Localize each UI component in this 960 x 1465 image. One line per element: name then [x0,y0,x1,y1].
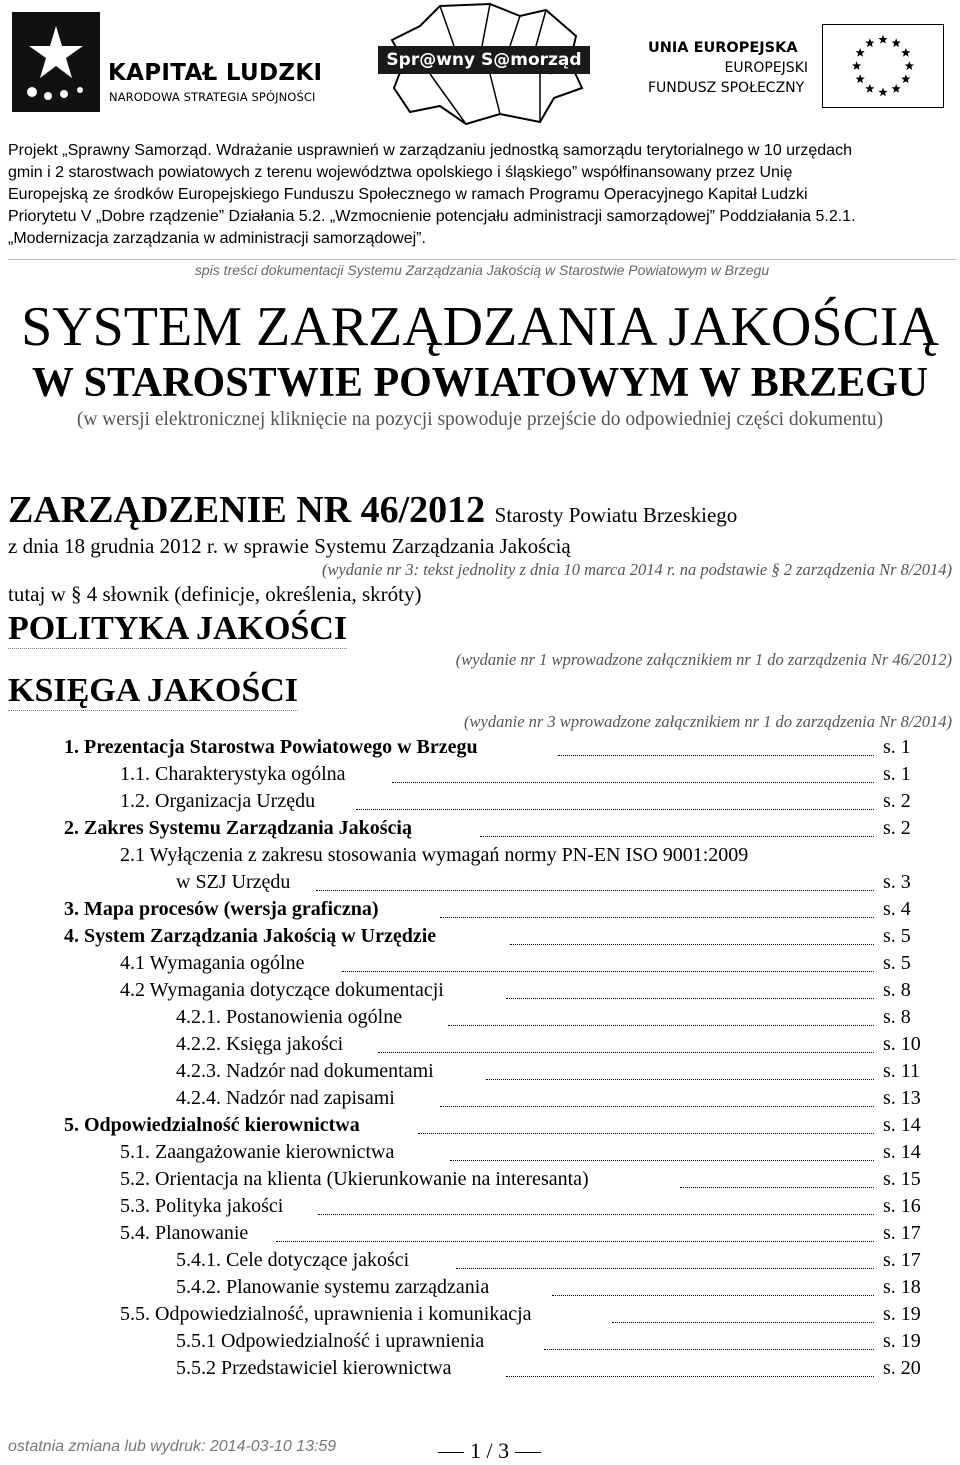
toc-entry-label: 5.1. Zaangażowanie kierownictwa [120,1141,395,1163]
toc-entry[interactable] [0,952,960,979]
toc-dot-leader [558,755,874,756]
kapital-ludzki-logo [12,12,342,112]
toc-entry[interactable] [0,871,960,898]
zarzadzenie-link[interactable] [8,488,737,532]
eu-star-icon [901,48,910,57]
toc-entry[interactable] [0,1114,960,1141]
project-line: Projekt „Sprawny Samorząd. Wdrażanie usprawnień w zarządzaniu jednostką samorządu terytorialnego w 10 urzędach [8,142,852,159]
page-indicator-line [438,1452,464,1453]
toc-entry-page: s. 20 [883,1357,921,1379]
toc-entry-page: s. 16 [883,1195,921,1217]
toc-dot-leader [440,1106,874,1107]
project-line: „Modernizacja zarządzania w administracji samorządowej”. [8,230,426,247]
paragraph-sign: § [771,560,780,579]
toc-entry-page: s. 19 [883,1303,921,1325]
toc-dot-leader [440,917,874,918]
toc-entry-label: 3. Mapa procesów (wersja graficzna) [64,898,379,920]
edition-ref: 2 zarządzenia Nr 8/2014) [783,560,952,579]
toc-entry-label: 5.4. Planowanie [120,1222,249,1244]
toc-dot-leader [378,1052,874,1053]
toc-entry[interactable] [0,1033,960,1060]
toc-entry-page: s. 2 [883,817,911,839]
main-title: SYSTEM ZARZĄDZANIA JAKOŚCIĄ [21,296,939,358]
toc-entry-label: 4.2.3. Nadzór nad dokumentami [176,1060,434,1082]
toc-entry-label: 4.2.1. Postanowienia ogólne [176,1006,403,1028]
toc-entry-page: s. 14 [883,1141,921,1163]
toc-dot-leader [506,1376,874,1377]
toc-entry-label: 5.3. Polityka jakości [120,1195,284,1217]
eu-star-icon [878,87,887,96]
toc-entry-page: s. 18 [883,1276,921,1298]
toc-entry-page: s. 5 [883,952,911,974]
toc-entry[interactable] [0,763,960,790]
toc-entry-page: s. 1 [883,736,911,758]
toc-dot-leader [486,1079,874,1080]
toc-entry[interactable] [0,736,960,763]
toc-entry-label: 4.2.4. Nadzór nad zapisami [176,1087,395,1109]
toc-entry[interactable] [0,790,960,817]
kapital-ludzki-subtitle: NARODOWA STRATEGIA SPÓJNOŚCI [109,90,316,104]
eu-star-icon [878,35,887,44]
toc-entry-page: s. 10 [883,1033,921,1055]
toc-dot-leader [392,782,874,783]
project-line: gmin i 2 starostwach powiatowych z terenu województwa opolskiego i śląskiego” współfinansowany przez Unię [8,164,793,181]
document-subtitle: spis treści dokumentacji Systemu Zarządzania Jakością w Starostwie Powiatowym w Brzegu [194,262,770,278]
edition-text: (wydanie nr 3: tekst jednolity z dnia 10 marca 2014 r. na podstawie [321,560,768,579]
page-indicator [432,1438,547,1464]
eu-star-icon [856,74,865,83]
toc-dot-leader [510,944,874,945]
toc-entry-page: s. 17 [883,1222,921,1244]
toc-entry[interactable] [0,1141,960,1168]
toc-entry[interactable] [0,1357,960,1384]
eu-star-icon [852,61,861,70]
eu-star-icon [892,38,901,47]
toc-dot-leader [342,971,874,972]
toc-entry-label: 2.1 Wyłączenia z zakresu stosowania wymagań normy PN-EN ISO 9001:2009 [120,844,749,866]
header-logos [0,0,960,128]
last-change-note: ostatnia zmiana lub wydruk: 2014-03-10 13:59 [8,1438,337,1455]
toc-entry-page: s. 2 [883,790,911,812]
main-title-line2: W STAROSTWIE POWIATOWYM W BRZEGU [31,360,929,406]
toc-entry[interactable] [0,1006,960,1033]
toc-dot-leader [544,1349,874,1350]
toc-entry[interactable] [0,817,960,844]
toc-dot-leader [316,890,874,891]
toc-entry-page: s. 13 [883,1087,921,1109]
toc-entry-page: s. 15 [883,1168,921,1190]
toc-entry-label: 4.2 Wymagania dotyczące dokumentacji [120,979,444,1001]
toc-entry[interactable] [0,1168,960,1195]
project-line: Europejską ze środków Europejskiego Funduszu Społecznego w ramach Programu Operacyjnego Kapitał Ludzki [8,186,808,203]
zarzadzenie-heading: ZARZĄDZENIE NR 46/2012 [8,489,486,531]
eu-star-icon [865,84,874,93]
toc-entry-page: s. 8 [883,979,911,1001]
slownik-text: 4 słownik (definicje, określenia, skróty) [86,582,422,606]
eu-star-icon [905,61,914,70]
toc-dot-leader [612,1322,874,1323]
slownik-link[interactable] [8,582,422,607]
toc-dot-leader [448,1025,874,1026]
toc-entry-label: 1.2. Organizacja Urzędu [120,790,316,812]
page-number: 1 / 3 [470,1438,510,1463]
main-title-note: (w wersji elektronicznej kliknięcie na pozycji spowoduje przejście do odpowiedniej części dokumentu) [76,409,884,430]
zarzadzenie-subject: w sprawie Systemu Zarządzania Jakością [223,534,571,558]
sprawny-samorzad-logo [370,2,600,126]
toc-entry-page: s. 3 [883,871,911,893]
eu-logo [648,24,948,114]
toc-entry-page: s. 5 [883,925,911,947]
slownik-prefix: tutaj w [8,582,66,606]
toc-dot-leader [480,836,874,837]
eu-star-icon [856,48,865,57]
divider [8,259,956,260]
kapital-ludzki-star-icon [12,12,100,112]
polityka-jakosci-link[interactable]: POLITYKA JAKOŚCI [8,610,348,647]
page-indicator-line [515,1452,541,1453]
toc-entry-label: 5.5.2 Przedstawiciel kierownictwa [176,1357,452,1379]
sprawny-samorzad-label: Spr@wny S@morząd [378,46,590,74]
toc-entry-label: 5.5. Odpowiedzialność, uprawnienia i komunikacja [120,1303,532,1325]
toc-entry-label: 4.2.2. Księga jakości [176,1033,344,1055]
eu-star-icon [892,84,901,93]
eu-star-icon [865,38,874,47]
toc-entry-page: s. 11 [883,1060,921,1082]
toc-entry-label: 1.1. Charakterystyka ogólna [120,763,346,785]
zarzadzenie-date-line [8,534,571,559]
zarzadzenie-edition [322,560,952,580]
toc-entry[interactable] [0,1249,960,1276]
eu-star-icon [901,74,910,83]
ksiega-note: (wydanie nr 3 wprowadzone załącznikiem nr 1 do zarządzenia Nr 8/2014) [464,712,952,731]
toc-dot-leader [680,1187,874,1188]
toc-entry[interactable] [0,898,960,925]
toc-dot-leader [276,1241,874,1242]
toc-entry[interactable] [0,1303,960,1330]
toc-entry[interactable] [0,925,960,952]
toc-dot-leader [318,1214,874,1215]
toc-entry-label: 5.4.1. Cele dotyczące jakości [176,1249,410,1271]
toc-entry[interactable] [0,1087,960,1114]
toc-entry-label: 5. Odpowiedzialność kierownictwa [64,1114,360,1136]
project-line: Priorytetu V „Dobre rządzenie” Działania 5.2. „Wzmocnienie potencjału administracji samorządowej” Poddziałania 5.2.1. [8,208,856,225]
toc-entry[interactable] [0,1222,960,1249]
toc-entry-page: s. 4 [883,898,911,920]
toc-entry-label: w SZJ Urzędu [176,871,291,893]
toc-dot-leader [450,1160,874,1161]
eu-line3: FUNDUSZ SPOŁECZNY [648,80,805,96]
toc-dot-leader [456,1268,874,1269]
toc-entry[interactable] [0,979,960,1006]
toc-entry[interactable] [0,1330,960,1357]
toc-entry[interactable] [0,1060,960,1087]
toc-entry-page: s. 19 [883,1330,921,1352]
toc-entry[interactable] [0,1276,960,1303]
kapital-ludzki-title: KAPITAŁ LUDZKI [108,60,323,86]
project-description [8,140,956,250]
eu-title: UNIA EUROPEJSKA [648,40,798,56]
toc-entry-page: s. 17 [883,1249,921,1271]
toc-entry[interactable] [0,1195,960,1222]
toc-entry-label: 1. Prezentacja Starostwa Powiatowego w Brzegu [64,736,478,758]
paragraph-sign: § [71,582,82,606]
toc-entry-page: s. 8 [883,1006,911,1028]
toc-entry-label: 4.1 Wymagania ogólne [120,952,305,974]
toc-entry-page: s. 1 [883,763,911,785]
toc-entry-label: 5.2. Orientacja na klienta (Ukierunkowanie na interesanta) [120,1168,589,1190]
toc-entry-label: 2. Zakres Systemu Zarządzania Jakością [64,817,412,839]
toc-entry-label: 5.4.2. Planowanie systemu zarządzania [176,1276,490,1298]
ksiega-jakosci-link[interactable]: KSIĘGA JAKOŚCI [8,672,299,709]
toc-entry-label: 5.5.1 Odpowiedzialność i uprawnienia [176,1330,485,1352]
zarzadzenie-issuer: Starosty Powiatu Brzeskiego [494,503,738,527]
toc-dot-leader [356,809,874,810]
toc-entry-page: s. 14 [883,1114,921,1136]
eu-flag-icon [822,24,944,108]
toc-dot-leader [506,998,874,999]
eu-line2: EUROPEJSKI [724,60,808,76]
toc-dot-leader [552,1295,874,1296]
toc-entry[interactable] [0,844,960,871]
toc-entry-label: 4. System Zarządzania Jakością w Urzędzie [64,925,437,947]
polityka-note: (wydanie nr 1 wprowadzone załącznikiem nr 1 do zarządzenia Nr 46/2012) [455,650,952,669]
toc-dot-leader [418,1133,874,1134]
zarzadzenie-date: z dnia 18 grudnia 2012 r. [8,534,218,558]
